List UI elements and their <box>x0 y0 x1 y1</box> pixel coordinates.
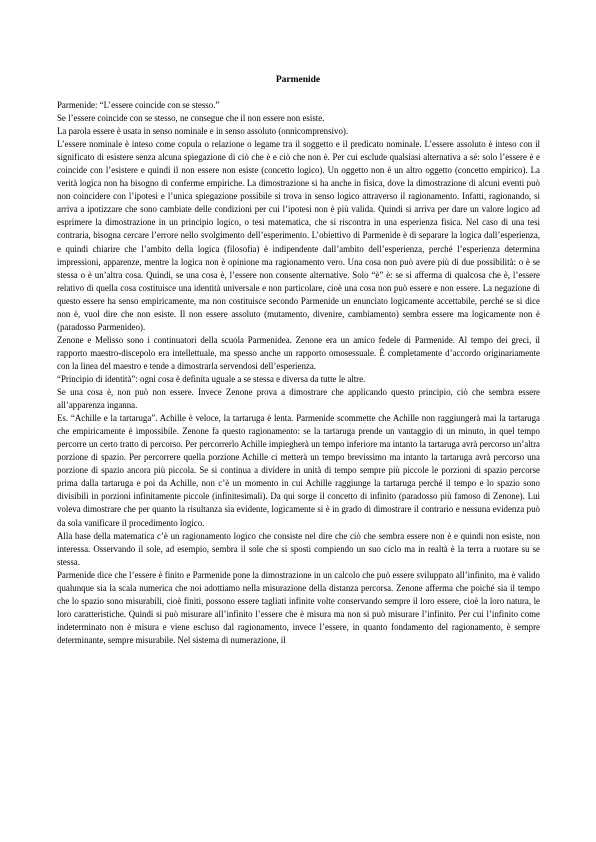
paragraph: Parmenide: “L’essere coincide con se stesso.” <box>57 100 220 110</box>
paragraph: La parola essere è usata in senso nominale e in senso assoluto (onnicomprensivo). <box>57 126 349 137</box>
document-body <box>57 99 540 647</box>
paragraph: Alla base della matematica c’è un ragionamento logico che consiste nel dire che ciò che sembra essere non è e quindi non esiste, non interessa. Osservando il sole, ad esempio, sembra il sole che si sposti compiendo un suo ciclo ma in realtà è la terra a ruotare su se stessa. <box>57 530 540 567</box>
document-title: Parmenide <box>275 75 321 85</box>
paragraph: Parmenide dice che l’essere è finito e Parmenide pone la dimostrazione in un calcolo che può essere sviluppato all’infinito, ma è valido qualunque sia la scala numerica che noi adottiamo nella misurazione della distanza percorsa. Zenone afferma che poiché sia il tempo che lo spazio sono misurabili, cioè finiti, possono essere tagliati infinite volte conservando sempre il loro essere, cioè la loro natura, le loro caratteristiche. Quindi si può misurare all’infinito l’essere che è misura ma non si può misurare l’infinito. Per cui l’infinito come indeterminato non è misura e viene escluso dal ragionamento, invece l’essere, in quanto fondamento del ragionamento, è sempre determinante, sempre misurabile. Nel sistema di numerazione, il <box>57 569 540 645</box>
paragraph: Es. “Achille e la tartaruga”. Achille è veloce, la tartaruga è lenta. Parmenide scommette che Achille non raggiungerà mai la tartaruga che empiricamente è impossibile. Zenone fa questo ragionamento: se la tartaruga prende un vantaggio di un minuto, in quel tempo percorre un certo tratto di percorso. Per percorrerlo Achille impiegherà un tempo inferiore ma intanto la tartaruga avrà percorso un’altra porzione di spazio. Per percorrere quella porzione Achille ci metterà un tempo brevissimo ma intanto la tartaruga avrà percorso una porzione di spazio ancora più piccola. Se si continua a dividere in unità di tempo sempre più piccole le porzioni di spazio percorse prima dalla tartaruga e poi da Achille, non c’è un momento in cui Achille raggiunge la tartaruga perché il tempo e lo spazio sono divisibili in porzioni infinitamente piccole (infinitesimali). Da qui sorge il concetto di infinito (paradosso più famoso di Zenone). Lui voleva dimostrare che per quanto la risultanza sia evidente, logicamente si è in grado di dimostrare il contrario e nessuna evidenza può da sola vanificare il procedimento logico. <box>57 413 540 528</box>
paragraph: Se l’essere coincide con se stesso, ne consegue che il non essere non esiste. <box>57 113 325 124</box>
paragraph: L’essere nominale è inteso come copula o relazione o legame tra il soggetto e il predicato nominale. L’essere assoluto è inteso con il significato di esistere senza alcuna spiegazione di ciò che è e ciò che non è. Per cui esclude qualsiasi alternativa a sé: solo l’essere è e coincide con l’esistere e quindi il non essere non esiste (concetto logico). Un oggetto non è un altro oggetto (concetto empirico). La verità logica non ha bisogno di conferme empiriche. La dimostrazione si ha anche in fisica, dove la dimostrazione di alcuni eventi può non coincidere con l’ipotesi e l’unica spiegazione possibile si trova in senso logico attraverso il ragionamento. Infatti, ragionando, si arriva a ipotizzare che sono cambiate delle condizioni per cui l’ipotesi non è più valida. Quindi si arriva per dare un valore logico ad esprimere la dimostrazione in un principio logico, o tesi matematica, che si riscontra in una esperienza fisica. Nel caso di una tesi contraria, bisogna cercare l’errore nello svolgimento dell’esperimento. L’obiettivo di Parmenide è di separare la logica dall’esperienza, e quindi chiarire che l’ambito della logica (filosofia) è indipendente dall’ambito dell’esperienza, perché l’esperienza determina impressioni, apparenze, mentre la logica non è opinione ma ragionamento vero. Una cosa non può avere più di due possibilità: o è se stessa o è un’altra cosa. Quindi, se una cosa è, l’essere non consente alternative. Solo “è” è: se si afferma di qualcosa che è, l’essere relativo di quella cosa costituisce una identità universale e non particolare, cioè una cosa non può essere e non essere. La negazione di questo essere ha senso empiricamente, ma non costituisce secondo Parmenide un enunciato logicamente accettabile, perché se si dice non è, vuol dire che non esiste. Il non essere assoluto (mutamento, divenire, cambiamento) sembra essere ma logicamente non è (paradosso Parmenideo). <box>57 139 540 332</box>
paragraph: Zenone e Melisso sono i continuatori della scuola Parmenidea. Zenone era un amico fedele di Parmenide. Al tempo dei greci, il rapporto maestro-discepolo era intellettuale, ma spesso anche un rapporto omosessuale. È completamente d’accordo originariamente con la linea del maestro e tende a dimostrarla servendosi dell’esperienza. <box>57 334 540 371</box>
paragraph: Se una cosa è, non può non essere. Invece Zenone prova a dimostrare che applicando questo principio, ciò che sembra essere all’apparenza inganna. <box>57 387 540 411</box>
paragraph: “Principio di identità”: ogni cosa è definita uguale a se stessa e diversa da tutte le altre. <box>57 373 366 384</box>
